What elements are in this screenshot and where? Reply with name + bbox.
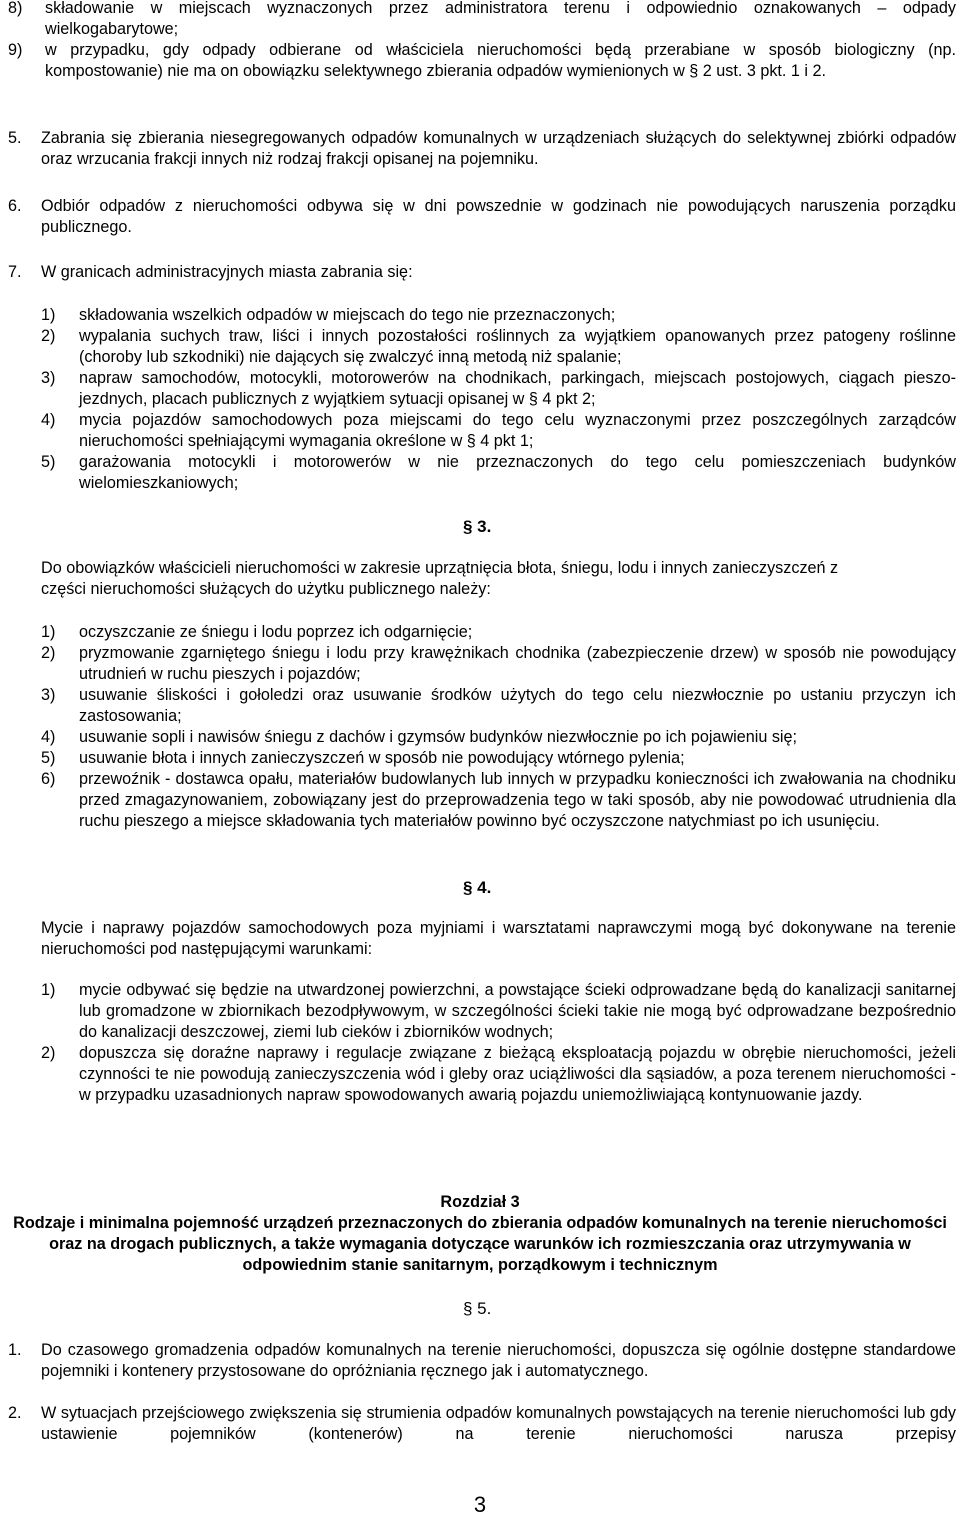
paragraph-number: 5.: [8, 129, 22, 147]
list-text: usuwanie śliskości i gołoledzi oraz usuwanie środków użytych do tego celu niezwłocznie po ustaniu przyczyn ich zastosowania;: [79, 686, 956, 725]
list-number: 2): [41, 327, 56, 345]
list-item: [8, 769, 956, 832]
list-item: [8, 1043, 956, 1106]
list-item: [8, 305, 956, 326]
list-section-3: [8, 622, 956, 832]
list-item: [8, 452, 956, 494]
list-number: 5): [41, 453, 56, 471]
list-text: napraw samochodów, motocykli, motorowerów na chodnikach, parkingach, miejscach postojowych, ciągach pieszo-jezdnych, placach publicznych z wyjątkiem sytuacji opisanej w § 4 pkt 2;: [79, 369, 956, 408]
paragraph-text: Zabrania się zbierania niesegregowanych odpadów komunalnych w urządzeniach służących do selektywnej zbiórki odpadów oraz wrzucania frakcji innych niż rodzaj frakcji opisanej na pojemniku.: [41, 129, 956, 168]
list-text: usuwanie sopli i nawisów śniegu z dachów i gzymsów budynków niezwłocznie po ich pojawieniu się;: [79, 728, 798, 746]
list-text: mycie odbywać się będzie na utwardzonej powierzchni, a powstające ścieki odprowadzane będą do kanalizacji sanitarnej lub gromadzone w zbiornikach bezodpływowym, w szczególności ścieki takie nie mogą być odprowadzane bezpośrednio do kanalizacji deszczowej, ziemi lub cieków i zbiorników wodnych;: [79, 981, 956, 1041]
list-item: [8, 1403, 956, 1445]
list-number: 8): [8, 0, 23, 17]
list-item: [8, 0, 956, 40]
list-text: wypalania suchych traw, liści i innych pozostałości roślinnych za wyjątkiem opanowanych przez patogeny roślinne (choroby lub szkodniki) nie dających się zwalczyć inną metodą niż spalanie;: [79, 327, 956, 366]
list-text: składowania wszelkich odpadów w miejscach do tego nie przeznaczonych;: [79, 306, 616, 324]
list-text: dopuszcza się doraźne naprawy i regulacje związane z bieżącą eksploatacją pojazdu w obrębie nieruchomości, jeżeli czynności te nie powodują zanieczyszczenia wód i gleby oraz uciążliwości dla sąsiadów, a poza terenem nieruchomości - w przypadku uzasadnionych napraw spowodowanych awarią pojazdu uniemożliwiającą kontynuowanie jazdy.: [79, 1044, 956, 1104]
list-item: [8, 40, 956, 82]
paragraph-number: 6.: [8, 197, 22, 215]
list-item: [8, 727, 956, 748]
section-4-intro: Mycie i naprawy pojazdów samochodowych poza myjniami i warsztatami naprawczymi mogą być dokonywane na terenie nieruchomości pod następującymi warunkami:: [41, 919, 956, 958]
paragraph-number: 7.: [8, 263, 22, 281]
list-text: mycia pojazdów samochodowych poza miejscami do tego celu wyznaczonymi przez poszczególnych zarządców nieruchomości spełniającymi wymagania określone w § 4 pkt 1;: [79, 411, 956, 450]
list-text: garażowania motocykli i motorowerów w nie przeznaczonych do tego celu pomieszczeniach budynków wielomieszkaniowych;: [79, 453, 956, 492]
section-3-heading: § 3.: [463, 517, 492, 536]
list-number: 1): [41, 981, 56, 999]
list-number: 2.: [8, 1404, 22, 1422]
paragraph-text: Odbiór odpadów z nieruchomości odbywa się w dni powszednie w godzinach nie powodujących naruszenia porządku publicznego.: [41, 197, 956, 236]
section-3-intro: Do obowiązków właścicieli nieruchomości w zakresie uprzątnięcia błota, śniegu, lodu i innych zanieczyszczeń z części nieruchomości służących do użytku publicznego należy:: [41, 559, 839, 598]
list-item: [8, 622, 956, 643]
chapter-title: Rozdział 3: [440, 1193, 520, 1211]
list-item: [8, 748, 956, 769]
list-item: [8, 368, 956, 410]
list-number: 9): [8, 41, 23, 59]
list-number: 4): [41, 411, 56, 429]
list-text: W sytuacjach przejściowego zwiększenia się strumienia odpadów komunalnych powstających na terenie nieruchomości lub gdy ustawienie pojemników (kontenerów) na terenie nieruchomości narusza przepisy: [41, 1404, 956, 1443]
list-text: w przypadku, gdy odpady odbierane od właściciela nieruchomości będą przerabiane w sposób biologiczny (np. kompostowanie) nie ma on obowiązku selektywnego zbierania odpadów wymienionych w § 2 ust. 3 pkt. 1 i 2.: [45, 41, 956, 80]
list-text: oczyszczanie ze śniegu i lodu poprzez ich odgarnięcie;: [79, 623, 473, 641]
list-number: 2): [41, 1044, 56, 1062]
list-number: 3): [41, 686, 56, 704]
list-text: usuwanie błota i innych zanieczyszczeń w sposób nie powodujący wtórnego pylenia;: [79, 749, 685, 767]
list-text: składowanie w miejscach wyznaczonych przez administratora terenu i odpowiednio oznakowanych – odpady wielkogabarytowe;: [45, 0, 956, 38]
list-number: 1): [41, 306, 56, 324]
paragraph-7: [8, 262, 956, 283]
list-item: [8, 643, 956, 685]
list-text: Do czasowego gromadzenia odpadów komunalnych na terenie nieruchomości, dopuszcza się ogólnie dostępne standardowe pojemniki i kontenery przystosowane do opróżniania ręcznego jak i automatycznego.: [41, 1341, 956, 1380]
list-par7: [8, 305, 956, 494]
list-section-5: [8, 1340, 956, 1445]
list-number: 5): [41, 749, 56, 767]
list-number: 1.: [8, 1341, 22, 1359]
list-text: pryzmowanie zgarniętego śniegu i lodu przy krawężnikach chodnika (zabezpieczenie drzew) w sposób nie powodujący utrudnień w ruchu pieszych i pojazdów;: [79, 644, 956, 683]
list-number: 2): [41, 644, 56, 662]
list-number: 1): [41, 623, 56, 641]
list-item: [8, 410, 956, 452]
list-number: 6): [41, 770, 56, 788]
paragraph-5: [8, 128, 956, 170]
paragraph-text: W granicach administracyjnych miasta zabrania się:: [41, 263, 413, 281]
list-text: przewoźnik - dostawca opału, materiałów budowlanych lub innych w przypadku konieczności ich zwałowania na chodniku przed zmagazynowaniem, zobowiązany jest do przeprowadzenia tego w taki sposób, aby nie powodować utrudnienia dla ruchu pieszego a miejsce składowania tych materiałów powinno być oczyszczone natychmiast po ich usunięciu.: [79, 770, 956, 830]
chapter-subtitle: Rodzaje i minimalna pojemność urządzeń przeznaczonych do zbierania odpadów komunalnych na terenie nieruchomości oraz na drogach publicznych, a także wymagania dotyczące warunków ich rozmieszczania oraz utrzymywania w odpowiednim stanie sanitarnym, porządkowym i technicznym: [13, 1214, 947, 1274]
list-section-4: [8, 980, 956, 1106]
section-4-heading: § 4.: [463, 878, 492, 897]
chapter-header: [0, 1192, 960, 1276]
list-item: [8, 326, 956, 368]
paragraph-6: [8, 196, 956, 238]
list-number: 4): [41, 728, 56, 746]
section-5-heading: § 5.: [463, 1299, 492, 1318]
list-item: [8, 685, 956, 727]
list-item: [8, 980, 956, 1043]
list-item: [8, 1340, 956, 1382]
page-number: 3: [473, 1492, 487, 1517]
list-number: 3): [41, 369, 56, 387]
